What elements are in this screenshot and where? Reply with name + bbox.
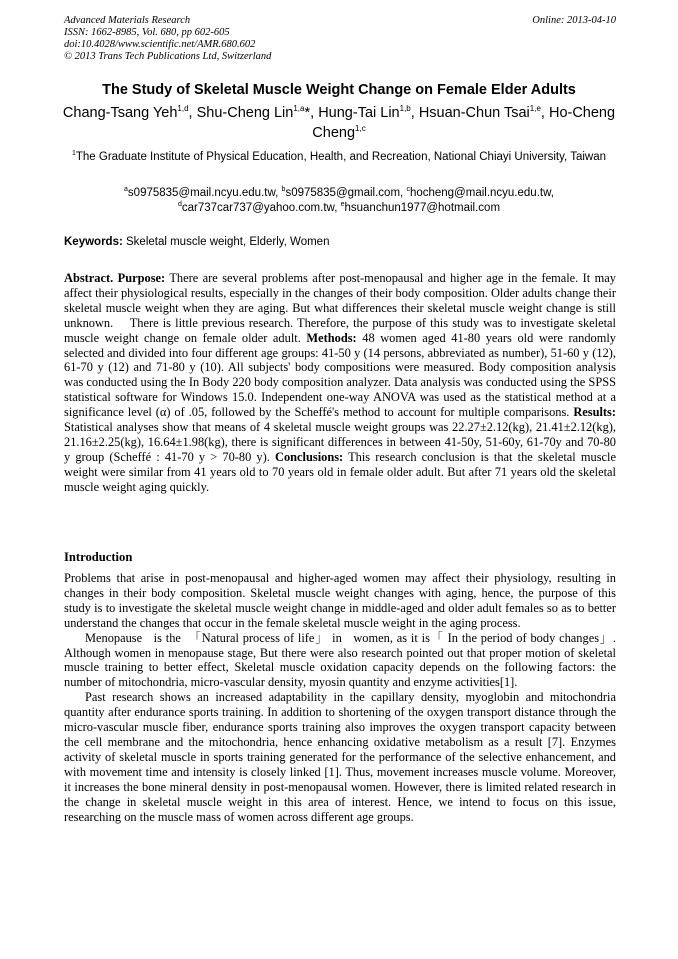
email-superscript: c [406,186,410,193]
introduction-paragraph: Problems that arise in post-menopausal and higher-aged women may affect their physiology, resulting in changes in their body composition. Skeletal muscle weight changes with aging, hence, the purpose of this study is to investigate the skeletal muscle weight change in middle-aged and older adult females so as to better understand the changes that occur in the female skeletal muscle weight in the aging process. [64,571,616,630]
affiliation-superscript: 1 [71,150,76,157]
email-superscript: d [177,200,182,208]
author-superscript: 1,d [177,104,189,113]
introduction-paragraph: Menopause is the 「Natural process of life」 in women, as it is「 In the period of body changes」. Although women in menopause stage, But there were also research pointed out that proper motion of skeletal muscle training to better effect, Skeletal muscle oxidation capacity depends on the following factors: the number of mitochondria, micro-vascular density, myosin quantity and enzyme activities[1]. [64,630,616,690]
introduction-heading: Introduction [64,550,133,564]
email-superscript: b [281,186,286,193]
email-address: s0975835@mail.ncyu.edu.tw [127,187,276,199]
email-address: car737car737@yahoo.com.tw [181,201,335,214]
journal-header [64,15,616,63]
methods-text: 48 women aged 41-80 years old were randomly selected and divided into four different age groups: 41-50 y (14 persons, abbreviated as number), 51-60 y (12), 61-70 y (12) and 71-80 y (10). All subjects' body compositions were measured. Body composition analysis was conducted using the In Body 220 body composition analyzer. Data analysis was conducted using the SPSS statistical software for Windows 15.0. Independent one-way ANOVA was used as the statistical method at a significance level (α) of .05, followed by the Scheffé's method to account for multiple comparisons. [64,330,617,420]
author-superscript: 1,b [399,104,411,113]
conclusions-text: This research conclusion is that the skeletal muscle weight were similar from 41 years old to 70 years old in female older adult. But after 71 years old the skeletal muscle weight aging quickly. [64,449,616,494]
keywords [64,235,616,249]
affiliation-text: The Graduate Institute of Physical Education, Health, and Recreation, National Chiayi University, Taiwan [75,151,607,163]
keywords-label: Keywords: [64,236,123,248]
author-name: Chang-Tsang Yeh [62,105,178,121]
corresponding-author-mark: * [304,105,311,121]
keywords-text: Skeletal muscle weight, Elderly, Women [126,236,330,248]
introduction-paragraph: Past research shows an increased adaptability in the capillary density, myoglobin and mitochondria quantity after endurance sports training. In addition to shortening of the oxygen transport distance through the micro-vascular muscle fiber, endurance sports training also improves the oxygen transport capacity between the cell membrane and the mitochondria, hence enhancing oxidative metabolism as a result [7]. Enzymes activity of skeletal muscle in sports training generated for the performance of the selective enhancement, and with movement time and intensity is closely linked [1]. Thus, movement increases muscle volume. Moreover, it increases the bone mineral density in post-menopausal women. However, there is limited related research in the change in skeletal muscle weight in this area of interest. Hence, we intend to focus on this issue, researching on the muscle mass of women across different age groups. [64,690,616,824]
online-date: Online: 2013-04-10 [532,15,616,26]
introduction-body [64,571,616,824]
methods-label: Methods: [306,330,357,345]
paper-title: The Study of Skeletal Muscle Weight Change on Female Elder Adults [102,82,576,98]
issn-line: ISSN: 1662-8985, Vol. 680, pp 602-605 [64,27,230,38]
email-superscript: a [124,186,128,193]
conclusions-label: Conclusions: [275,449,344,464]
email-address: hsuanchun1977@hotmail.com [344,201,501,214]
copyright-line: © 2013 Trans Tech Publications Ltd, Switzerland [64,51,272,62]
author-name: Hsuan-Chun Tsai [418,105,530,121]
author-name: Ho-Cheng Cheng [312,105,616,141]
purpose-text: There are several problems after post-menopausal and higher age in the female. It may affect their physiological results, especially in the changes of their body composition. Older adults change their skeletal muscle weight when they are aging. But what differences their skeletal muscle weight change is still unknown. There is little previous research. Therefore, the purpose of this study was to investigate skeletal muscle weight change on female older adult. [64,271,616,345]
email-address: s0975835@gmail.com [285,187,401,199]
affiliation [55,150,623,165]
author-superscript: 1,c [355,124,366,133]
author-name: Shu-Cheng Lin [196,105,294,121]
author-list: Chang-Tsang Yeh$^{1,d}$, Shu-Cheng Lin$^{1,a}$*, Hung-Tai Lin$^{1,b}$, Hsuan-Chun Tsai$^{1,e}$, Ho-Cheng Cheng$^{1,c}$ [62,104,616,141]
author-superscript: 1,a [293,104,305,113]
author-superscript: 1,e [529,104,541,113]
email-address: hocheng@mail.ncyu.edu.tw [409,187,551,199]
purpose-label: Purpose: [117,271,166,285]
email-superscript: e [340,200,345,208]
email-list: $^a$s0975835@mail.ncyu.edu.tw, $^b$s0975835@gmail.com, $^c$hocheng@mail.ncyu.edu.tw, $^d$car737car737@yahoo.com.tw, $^e$hsuanchun1977@hotmail.com [124,186,554,214]
results-label: Results: [573,405,616,420]
journal-name: Advanced Materials Research [64,15,191,26]
doi-line: doi:10.4028/www.scientific.net/AMR.680.602 [64,39,256,50]
abstract-label: Abstract. [64,271,114,285]
abstract [64,271,616,495]
author-name: Hung-Tai Lin [318,105,400,121]
results-text: Statistical analyses show that means of 4 skeletal muscle weight groups was 22.27±2.12(kg), 21.41±2.12(kg), 21.16±2.25(kg), 16.64±1.98(kg), there is significant differences in between 41-50y, 51-60y, 61-70y and 70-80 y group (Scheffé : 41-70 y > 70-80 y). [64,420,616,464]
